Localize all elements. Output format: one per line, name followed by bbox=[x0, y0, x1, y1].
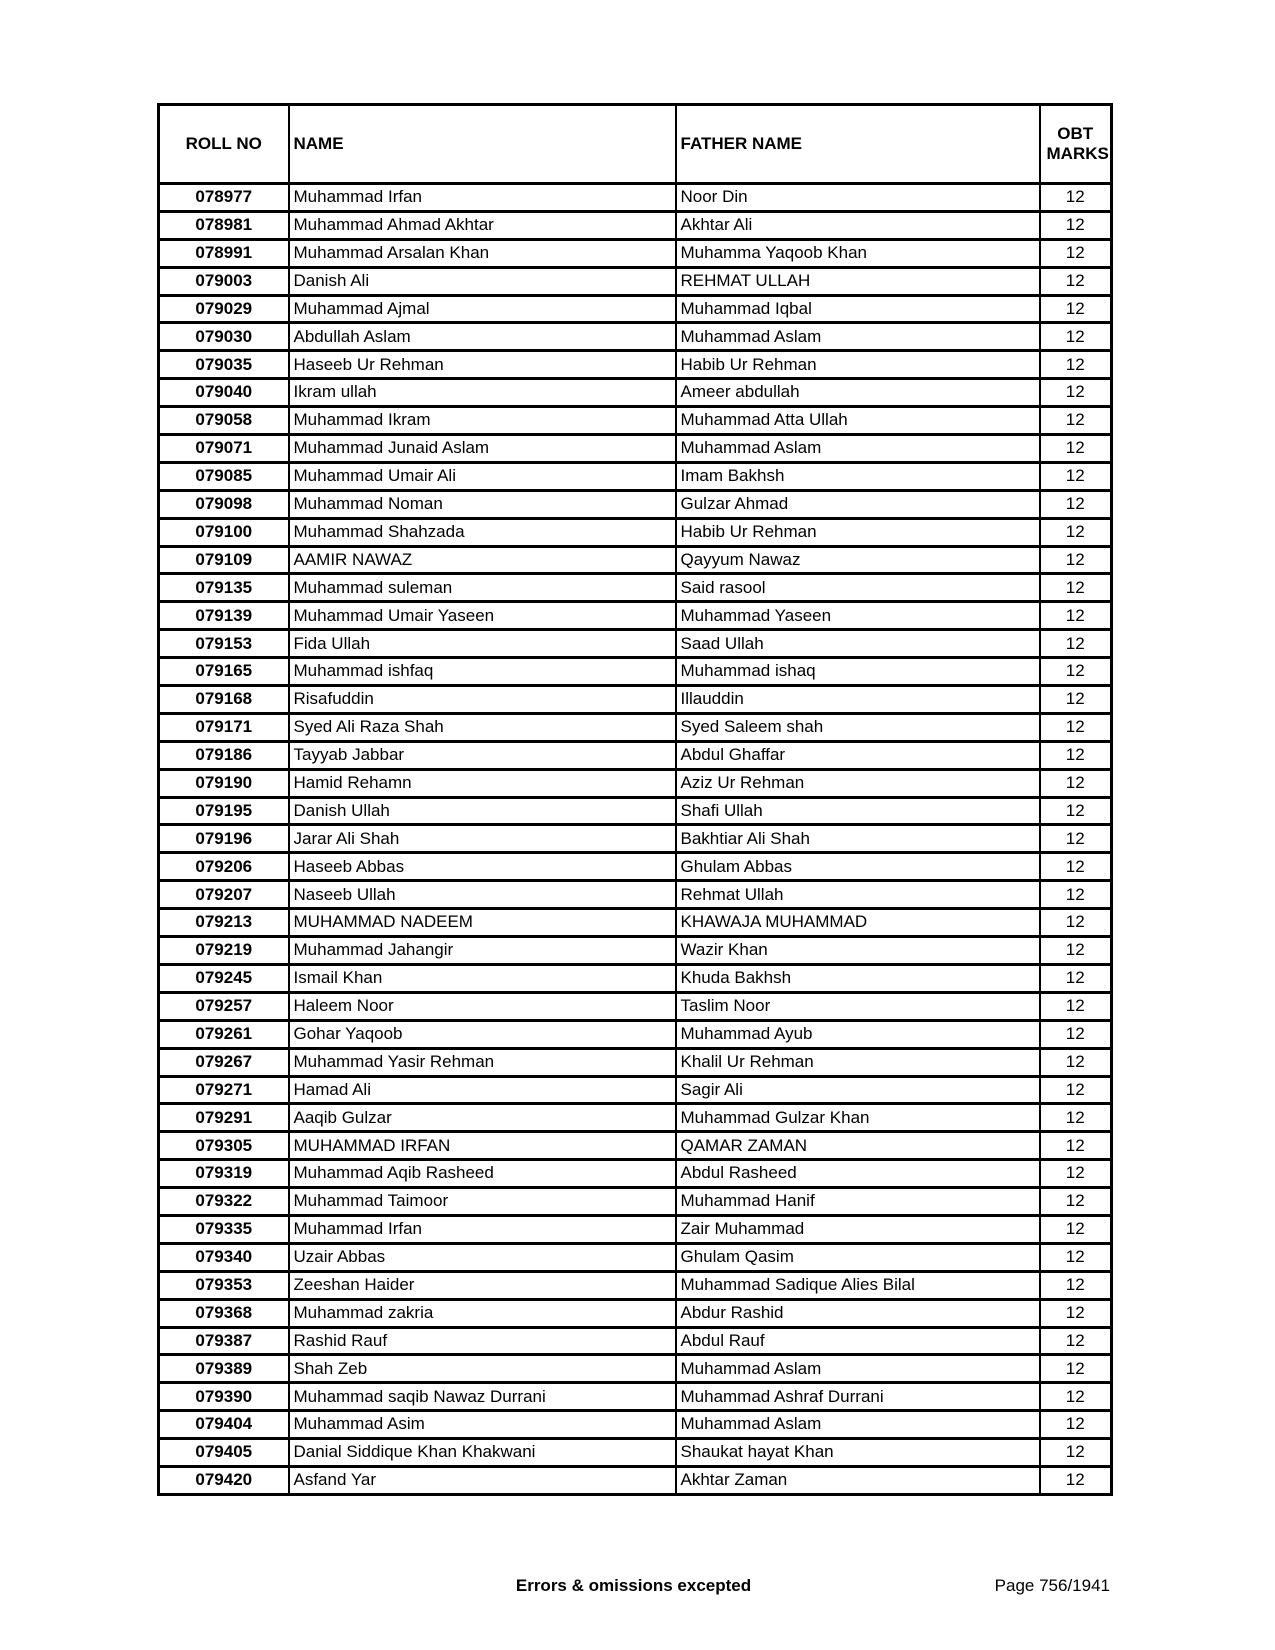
roll-no-cell: 079340 bbox=[159, 1243, 289, 1271]
father-name-cell: KHAWAJA MUHAMMAD bbox=[676, 909, 1040, 937]
father-name-cell: Sagir Ali bbox=[676, 1076, 1040, 1104]
results-table-header bbox=[159, 105, 1112, 184]
roll-no-cell: 079245 bbox=[159, 964, 289, 992]
name-cell: Muhammad suleman bbox=[289, 574, 676, 602]
obt-marks-cell: 12 bbox=[1040, 713, 1112, 741]
table-row bbox=[159, 1132, 1112, 1160]
page-footer bbox=[157, 1576, 1110, 1600]
name-cell: Rashid Rauf bbox=[289, 1327, 676, 1355]
table-row bbox=[159, 713, 1112, 741]
name-cell: Muhammad Ahmad Akhtar bbox=[289, 211, 676, 239]
name-cell: Muhammad Irfan bbox=[289, 1215, 676, 1243]
name-cell: Fida Ullah bbox=[289, 630, 676, 658]
father-name-cell: Muhammad Atta Ullah bbox=[676, 407, 1040, 435]
table-row bbox=[159, 490, 1112, 518]
header-row bbox=[159, 105, 1112, 184]
roll-no-cell: 079139 bbox=[159, 602, 289, 630]
obt-marks-cell: 12 bbox=[1040, 1048, 1112, 1076]
obt-marks-cell: 12 bbox=[1040, 797, 1112, 825]
obt-marks-cell: 12 bbox=[1040, 379, 1112, 407]
table-row bbox=[159, 686, 1112, 714]
obt-marks-cell: 12 bbox=[1040, 462, 1112, 490]
table-row bbox=[159, 574, 1112, 602]
father-name-cell: Taslim Noor bbox=[676, 992, 1040, 1020]
obt-marks-cell: 12 bbox=[1040, 769, 1112, 797]
table-row bbox=[159, 379, 1112, 407]
table-row bbox=[159, 853, 1112, 881]
page-number: Page 756/1941 bbox=[994, 1576, 1110, 1595]
table-row bbox=[159, 964, 1112, 992]
obt-marks-cell: 12 bbox=[1040, 1271, 1112, 1299]
name-cell: Asfand Yar bbox=[289, 1466, 676, 1494]
name-cell: Muhammad Yasir Rehman bbox=[289, 1048, 676, 1076]
roll-no-cell: 079029 bbox=[159, 295, 289, 323]
column-header-father-name: FATHER NAME bbox=[676, 105, 1040, 184]
obt-marks-cell: 12 bbox=[1040, 1383, 1112, 1411]
roll-no-cell: 079153 bbox=[159, 630, 289, 658]
roll-no-cell: 079035 bbox=[159, 351, 289, 379]
roll-no-cell: 079291 bbox=[159, 1104, 289, 1132]
table-row bbox=[159, 407, 1112, 435]
name-cell: Muhammad Noman bbox=[289, 490, 676, 518]
obt-marks-cell: 12 bbox=[1040, 686, 1112, 714]
father-name-cell: Shaukat hayat Khan bbox=[676, 1439, 1040, 1467]
father-name-cell: Ghulam Abbas bbox=[676, 853, 1040, 881]
father-name-cell: Zair Muhammad bbox=[676, 1215, 1040, 1243]
roll-no-cell: 079195 bbox=[159, 797, 289, 825]
name-cell: Muhammad Umair Ali bbox=[289, 462, 676, 490]
roll-no-cell: 079071 bbox=[159, 435, 289, 463]
roll-no-cell: 078991 bbox=[159, 239, 289, 267]
obt-marks-cell: 12 bbox=[1040, 1327, 1112, 1355]
name-cell: Syed Ali Raza Shah bbox=[289, 713, 676, 741]
obt-marks-cell: 12 bbox=[1040, 323, 1112, 351]
table-row bbox=[159, 1466, 1112, 1494]
table-row bbox=[159, 1243, 1112, 1271]
table-row bbox=[159, 1439, 1112, 1467]
name-cell: Ikram ullah bbox=[289, 379, 676, 407]
roll-no-cell: 079196 bbox=[159, 825, 289, 853]
name-cell: Muhammad Irfan bbox=[289, 184, 676, 212]
father-name-cell: QAMAR ZAMAN bbox=[676, 1132, 1040, 1160]
name-cell: Muhammad saqib Nawaz Durrani bbox=[289, 1383, 676, 1411]
table-row bbox=[159, 1411, 1112, 1439]
father-name-cell: Ghulam Qasim bbox=[676, 1243, 1040, 1271]
table-row bbox=[159, 462, 1112, 490]
roll-no-cell: 079261 bbox=[159, 1020, 289, 1048]
roll-no-cell: 078981 bbox=[159, 211, 289, 239]
father-name-cell: Illauddin bbox=[676, 686, 1040, 714]
table-row bbox=[159, 1327, 1112, 1355]
obt-marks-cell: 12 bbox=[1040, 1160, 1112, 1188]
obt-marks-cell: 12 bbox=[1040, 407, 1112, 435]
roll-no-cell: 079305 bbox=[159, 1132, 289, 1160]
table-row bbox=[159, 267, 1112, 295]
roll-no-cell: 079368 bbox=[159, 1299, 289, 1327]
obt-marks-cell: 12 bbox=[1040, 1439, 1112, 1467]
obt-marks-cell: 12 bbox=[1040, 909, 1112, 937]
name-cell: Muhammad zakria bbox=[289, 1299, 676, 1327]
obt-marks-cell: 12 bbox=[1040, 1215, 1112, 1243]
father-name-cell: Abdul Rasheed bbox=[676, 1160, 1040, 1188]
roll-no-cell: 079389 bbox=[159, 1355, 289, 1383]
table-row bbox=[159, 1271, 1112, 1299]
name-cell: Muhammad Arsalan Khan bbox=[289, 239, 676, 267]
roll-no-cell: 079390 bbox=[159, 1383, 289, 1411]
name-cell: Danish Ullah bbox=[289, 797, 676, 825]
name-cell: Hamad Ali bbox=[289, 1076, 676, 1104]
roll-no-cell: 079058 bbox=[159, 407, 289, 435]
roll-no-cell: 079405 bbox=[159, 1439, 289, 1467]
roll-no-cell: 079135 bbox=[159, 574, 289, 602]
obt-marks-cell: 12 bbox=[1040, 574, 1112, 602]
roll-no-cell: 079353 bbox=[159, 1271, 289, 1299]
roll-no-cell: 079257 bbox=[159, 992, 289, 1020]
table-row bbox=[159, 881, 1112, 909]
father-name-cell: Muhammad Aslam bbox=[676, 1411, 1040, 1439]
obt-marks-cell: 12 bbox=[1040, 490, 1112, 518]
father-name-cell: Muhammad Ayub bbox=[676, 1020, 1040, 1048]
father-name-cell: Imam Bakhsh bbox=[676, 462, 1040, 490]
name-cell: Muhammad Taimoor bbox=[289, 1188, 676, 1216]
roll-no-cell: 079030 bbox=[159, 323, 289, 351]
father-name-cell: Muhammad Ashraf Durrani bbox=[676, 1383, 1040, 1411]
father-name-cell: Ameer abdullah bbox=[676, 379, 1040, 407]
table-row bbox=[159, 741, 1112, 769]
roll-no-cell: 079003 bbox=[159, 267, 289, 295]
name-cell: Gohar Yaqoob bbox=[289, 1020, 676, 1048]
father-name-cell: Muhammad Sadique Alies Bilal bbox=[676, 1271, 1040, 1299]
father-name-cell: Khuda Bakhsh bbox=[676, 964, 1040, 992]
obt-marks-cell: 12 bbox=[1040, 184, 1112, 212]
father-name-cell: Muhammad Yaseen bbox=[676, 602, 1040, 630]
obt-marks-cell: 12 bbox=[1040, 658, 1112, 686]
father-name-cell: Khalil Ur Rehman bbox=[676, 1048, 1040, 1076]
roll-no-cell: 079420 bbox=[159, 1466, 289, 1494]
obt-marks-cell: 12 bbox=[1040, 937, 1112, 965]
name-cell: Muhammad Umair Yaseen bbox=[289, 602, 676, 630]
obt-marks-cell: 12 bbox=[1040, 239, 1112, 267]
name-cell: Haleem Noor bbox=[289, 992, 676, 1020]
table-row bbox=[159, 435, 1112, 463]
table-row bbox=[159, 992, 1112, 1020]
obt-marks-cell: 12 bbox=[1040, 630, 1112, 658]
father-name-cell: Muhammad Aslam bbox=[676, 435, 1040, 463]
name-cell: Uzair Abbas bbox=[289, 1243, 676, 1271]
obt-marks-cell: 12 bbox=[1040, 1104, 1112, 1132]
roll-no-cell: 079168 bbox=[159, 686, 289, 714]
table-row bbox=[159, 323, 1112, 351]
table-row bbox=[159, 630, 1112, 658]
roll-no-cell: 079165 bbox=[159, 658, 289, 686]
table-row bbox=[159, 1383, 1112, 1411]
table-row bbox=[159, 518, 1112, 546]
table-row bbox=[159, 351, 1112, 379]
roll-no-cell: 079207 bbox=[159, 881, 289, 909]
name-cell: Risafuddin bbox=[289, 686, 676, 714]
table-row bbox=[159, 937, 1112, 965]
obt-marks-cell: 12 bbox=[1040, 992, 1112, 1020]
father-name-cell: Muhammad Gulzar Khan bbox=[676, 1104, 1040, 1132]
father-name-cell: Abdul Rauf bbox=[676, 1327, 1040, 1355]
name-cell: Muhammad Jahangir bbox=[289, 937, 676, 965]
name-cell: Ismail Khan bbox=[289, 964, 676, 992]
name-cell: Muhammad Ikram bbox=[289, 407, 676, 435]
roll-no-cell: 079213 bbox=[159, 909, 289, 937]
name-cell: AAMIR NAWAZ bbox=[289, 546, 676, 574]
obt-marks-cell: 12 bbox=[1040, 546, 1112, 574]
roll-no-cell: 079186 bbox=[159, 741, 289, 769]
table-row bbox=[159, 769, 1112, 797]
roll-no-cell: 079100 bbox=[159, 518, 289, 546]
name-cell: Aaqib Gulzar bbox=[289, 1104, 676, 1132]
obt-marks-cell: 12 bbox=[1040, 741, 1112, 769]
name-cell: Haseeb Ur Rehman bbox=[289, 351, 676, 379]
obt-marks-cell: 12 bbox=[1040, 211, 1112, 239]
father-name-cell: Bakhtiar Ali Shah bbox=[676, 825, 1040, 853]
name-cell: Zeeshan Haider bbox=[289, 1271, 676, 1299]
father-name-cell: Muhammad Aslam bbox=[676, 1355, 1040, 1383]
father-name-cell: Abdur Rashid bbox=[676, 1299, 1040, 1327]
roll-no-cell: 079387 bbox=[159, 1327, 289, 1355]
table-row bbox=[159, 1355, 1112, 1383]
name-cell: Haseeb Abbas bbox=[289, 853, 676, 881]
father-name-cell: Syed Saleem shah bbox=[676, 713, 1040, 741]
name-cell: Danish Ali bbox=[289, 267, 676, 295]
roll-no-cell: 079335 bbox=[159, 1215, 289, 1243]
table-row bbox=[159, 1188, 1112, 1216]
father-name-cell: Rehmat Ullah bbox=[676, 881, 1040, 909]
name-cell: MUHAMMAD IRFAN bbox=[289, 1132, 676, 1160]
father-name-cell: Habib Ur Rehman bbox=[676, 351, 1040, 379]
table-row bbox=[159, 1076, 1112, 1104]
roll-no-cell: 079319 bbox=[159, 1160, 289, 1188]
father-name-cell: Habib Ur Rehman bbox=[676, 518, 1040, 546]
name-cell: Danial Siddique Khan Khakwani bbox=[289, 1439, 676, 1467]
obt-marks-cell: 12 bbox=[1040, 1188, 1112, 1216]
results-table-body bbox=[159, 184, 1112, 1495]
name-cell: Jarar Ali Shah bbox=[289, 825, 676, 853]
column-header-name: NAME bbox=[289, 105, 676, 184]
roll-no-cell: 079098 bbox=[159, 490, 289, 518]
father-name-cell: Noor Din bbox=[676, 184, 1040, 212]
table-row bbox=[159, 602, 1112, 630]
column-header-roll-no: ROLL NO bbox=[159, 105, 289, 184]
obt-marks-cell: 12 bbox=[1040, 351, 1112, 379]
obt-marks-cell: 12 bbox=[1040, 435, 1112, 463]
roll-no-cell: 079190 bbox=[159, 769, 289, 797]
father-name-cell: Gulzar Ahmad bbox=[676, 490, 1040, 518]
father-name-cell: Muhammad Hanif bbox=[676, 1188, 1040, 1216]
obt-marks-cell: 12 bbox=[1040, 881, 1112, 909]
roll-no-cell: 079322 bbox=[159, 1188, 289, 1216]
name-cell: Muhammad ishfaq bbox=[289, 658, 676, 686]
obt-marks-cell: 12 bbox=[1040, 1466, 1112, 1494]
name-cell: Muhammad Junaid Aslam bbox=[289, 435, 676, 463]
obt-marks-cell: 12 bbox=[1040, 853, 1112, 881]
father-name-cell: Qayyum Nawaz bbox=[676, 546, 1040, 574]
table-row bbox=[159, 658, 1112, 686]
roll-no-cell: 079219 bbox=[159, 937, 289, 965]
table-row bbox=[159, 211, 1112, 239]
name-cell: Muhammad Shahzada bbox=[289, 518, 676, 546]
table-row bbox=[159, 825, 1112, 853]
father-name-cell: Muhammad ishaq bbox=[676, 658, 1040, 686]
obt-marks-cell: 12 bbox=[1040, 267, 1112, 295]
table-row bbox=[159, 1215, 1112, 1243]
roll-no-cell: 079404 bbox=[159, 1411, 289, 1439]
roll-no-cell: 079171 bbox=[159, 713, 289, 741]
father-name-cell: Muhammad Aslam bbox=[676, 323, 1040, 351]
obt-marks-cell: 12 bbox=[1040, 295, 1112, 323]
father-name-cell: Aziz Ur Rehman bbox=[676, 769, 1040, 797]
table-row bbox=[159, 546, 1112, 574]
roll-no-cell: 079271 bbox=[159, 1076, 289, 1104]
table-row bbox=[159, 295, 1112, 323]
father-name-cell: Abdul Ghaffar bbox=[676, 741, 1040, 769]
obt-marks-cell: 12 bbox=[1040, 1299, 1112, 1327]
table-row bbox=[159, 1020, 1112, 1048]
name-cell: Tayyab Jabbar bbox=[289, 741, 676, 769]
table-row bbox=[159, 1048, 1112, 1076]
name-cell: Naseeb Ullah bbox=[289, 881, 676, 909]
roll-no-cell: 079206 bbox=[159, 853, 289, 881]
results-table bbox=[157, 103, 1113, 1496]
roll-no-cell: 079040 bbox=[159, 379, 289, 407]
obt-marks-cell: 12 bbox=[1040, 1411, 1112, 1439]
table-row bbox=[159, 184, 1112, 212]
father-name-cell: Said rasool bbox=[676, 574, 1040, 602]
roll-no-cell: 079267 bbox=[159, 1048, 289, 1076]
father-name-cell: Muhamma Yaqoob Khan bbox=[676, 239, 1040, 267]
obt-marks-cell: 12 bbox=[1040, 1076, 1112, 1104]
errors-omissions-note: Errors & omissions excepted bbox=[515, 1576, 752, 1595]
roll-no-cell: 079085 bbox=[159, 462, 289, 490]
name-cell: Hamid Rehamn bbox=[289, 769, 676, 797]
name-cell: MUHAMMAD NADEEM bbox=[289, 909, 676, 937]
father-name-cell: REHMAT ULLAH bbox=[676, 267, 1040, 295]
obt-marks-cell: 12 bbox=[1040, 825, 1112, 853]
roll-no-cell: 079109 bbox=[159, 546, 289, 574]
table-row bbox=[159, 239, 1112, 267]
obt-marks-cell: 12 bbox=[1040, 964, 1112, 992]
father-name-cell: Shafi Ullah bbox=[676, 797, 1040, 825]
name-cell: Abdullah Aslam bbox=[289, 323, 676, 351]
father-name-cell: Saad Ullah bbox=[676, 630, 1040, 658]
roll-no-cell: 078977 bbox=[159, 184, 289, 212]
father-name-cell: Muhammad Iqbal bbox=[676, 295, 1040, 323]
obt-marks-cell: 12 bbox=[1040, 1243, 1112, 1271]
obt-marks-cell: 12 bbox=[1040, 602, 1112, 630]
obt-marks-cell: 12 bbox=[1040, 518, 1112, 546]
name-cell: Muhammad Asim bbox=[289, 1411, 676, 1439]
father-name-cell: Akhtar Ali bbox=[676, 211, 1040, 239]
obt-marks-cell: 12 bbox=[1040, 1355, 1112, 1383]
column-header-obt-marks: OBT MARKS bbox=[1040, 105, 1112, 184]
obt-marks-cell: 12 bbox=[1040, 1020, 1112, 1048]
table-row bbox=[159, 797, 1112, 825]
name-cell: Muhammad Ajmal bbox=[289, 295, 676, 323]
name-cell: Muhammad Aqib Rasheed bbox=[289, 1160, 676, 1188]
table-row bbox=[159, 1299, 1112, 1327]
table-row bbox=[159, 909, 1112, 937]
obt-marks-cell: 12 bbox=[1040, 1132, 1112, 1160]
father-name-cell: Wazir Khan bbox=[676, 937, 1040, 965]
table-row bbox=[159, 1160, 1112, 1188]
name-cell: Shah Zeb bbox=[289, 1355, 676, 1383]
table-row bbox=[159, 1104, 1112, 1132]
father-name-cell: Akhtar Zaman bbox=[676, 1466, 1040, 1494]
